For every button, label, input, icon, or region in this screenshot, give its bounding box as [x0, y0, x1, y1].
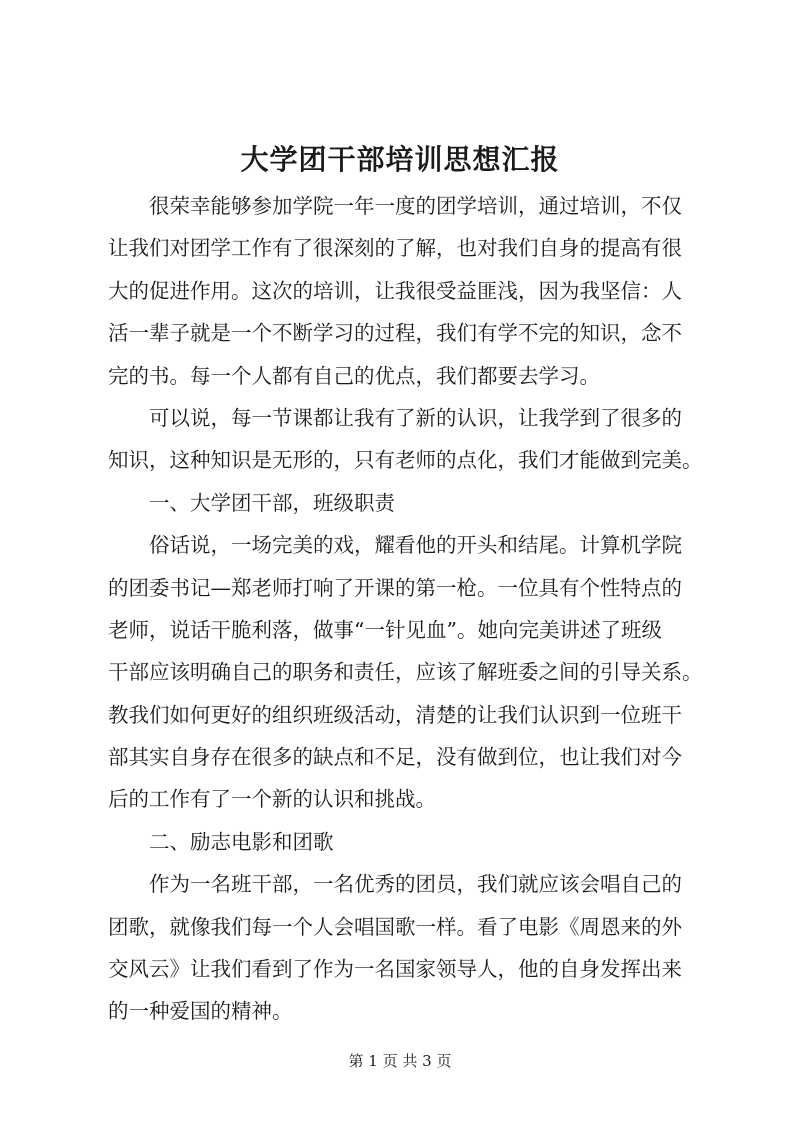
- paragraph-2-line-1: 可以说，每一节课都让我有了新的认识，让我学到了很多的: [149, 405, 682, 430]
- paragraph-3-line-7: 后的工作有了一个新的认识和挑战。: [108, 787, 436, 812]
- paragraph-1-line-1: 很荣幸能够参加学院一年一度的团学培训，通过培训，不仅: [149, 194, 682, 218]
- paragraph-1-line-2: 让我们对团学工作有了很深刻的了解，也对我们自身的提高有很: [108, 236, 682, 261]
- paragraph-3-line-2: 的团委书记—郑老师打响了开课的第一枪。一位具有个性特点的: [108, 575, 682, 600]
- paragraph-3-line-4: 干部应该明确自己的职务和责任，应该了解班委之间的引导关系。: [108, 660, 703, 685]
- page-footer: 第 1 页 共 3 页: [348, 1052, 452, 1070]
- paragraph-2-line-2: 知识，这种知识是无形的，只有老师的点化，我们才能做到完美。: [108, 448, 703, 473]
- document-body: [108, 185, 704, 1033]
- paragraph-3-line-6: 部其实自身存在很多的缺点和不足，没有做到位，也让我们对今: [108, 745, 682, 770]
- paragraph-4-line-1: 作为一名班干部，一名优秀的团员，我们就应该会唱自己的: [149, 872, 682, 897]
- paragraph-4-line-2: 团歌，就像我们每一个人会唱国歌一样。看了电影《周恩来的外: [108, 914, 682, 939]
- paragraph-1-line-3: 大的促进作用。这次的培训，让我很受益匪浅，因为我坚信：人: [108, 278, 682, 303]
- paragraph-4-line-4: 的一种爱国的精神。: [108, 999, 293, 1024]
- paragraph-4-line-3: 交风云》让我们看到了作为一名国家领导人，他的自身发挥出来: [108, 957, 682, 982]
- section-heading-1: 一、大学团干部，班级职责: [149, 490, 395, 515]
- paragraph-1-line-4: 活一辈子就是一个不断学习的过程，我们有学不完的知识，念不: [108, 321, 682, 346]
- paragraph-3-line-1: 俗话说，一场完美的戏，耀看他的开头和结尾。计算机学院: [149, 533, 682, 558]
- paragraph-1-line-5: 完的书。每一个人都有自己的优点，我们都要去学习。: [108, 363, 600, 388]
- document-title: 大学团干部培训思想汇报: [240, 143, 560, 176]
- paragraph-3-line-3: 老师，说话干脆利落，做事“一针见血”。她向完美讲述了班级: [108, 617, 662, 642]
- section-heading-2: 二、励志电影和团歌: [149, 829, 334, 854]
- paragraph-3-line-5: 教我们如何更好的组织班级活动，清楚的让我们认识到一位班干: [108, 702, 682, 727]
